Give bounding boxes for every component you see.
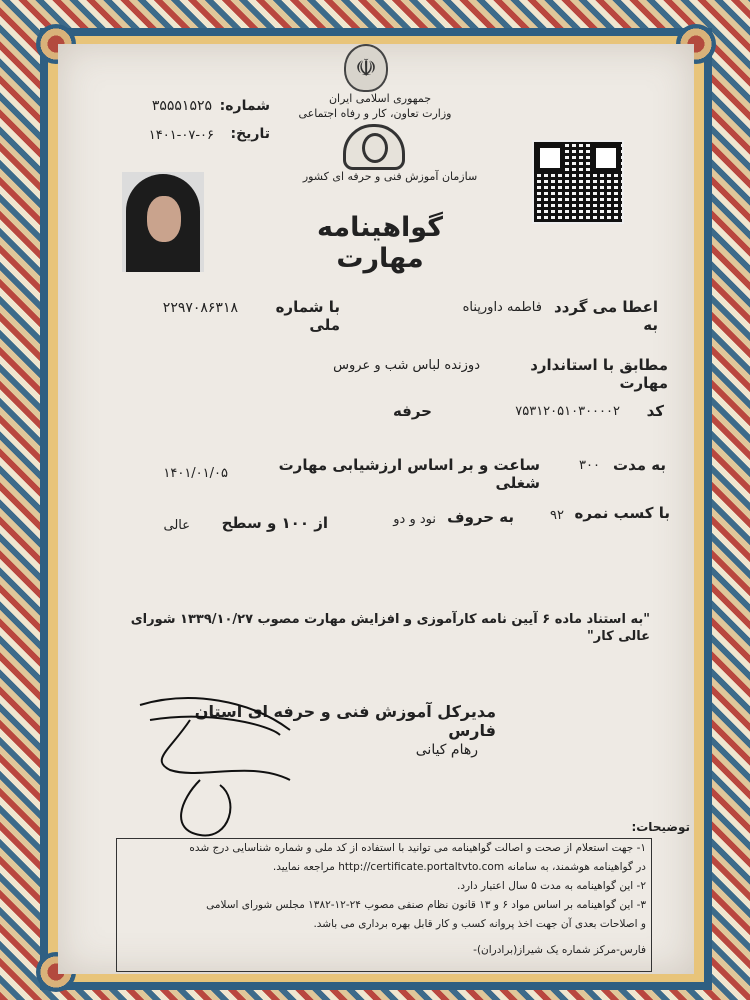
score-label: با کسب نمره	[574, 504, 670, 522]
organization-name: سازمان آموزش فنی و حرفه ای کشور	[302, 170, 478, 183]
iran-emblem-icon: ☫	[344, 44, 388, 92]
holder-name: فاطمه داورپناه	[462, 300, 542, 315]
score-level: عالی	[163, 518, 190, 533]
code-value: ۷۵۳۱۲۰۵۱۰۳۰۰۰۰۲	[515, 404, 620, 419]
note-line-2: در گواهینامه هوشمند، به سامانه http://certificate.portaltvto.com مراجعه نمایید.	[272, 861, 646, 873]
signatory-name: رهام کیانی	[415, 742, 478, 758]
note-line-4: ۳- این گواهینامه بر اساس مواد ۶ و ۱۳ قانون نظام صنفی مصوب ۲۴-۱۲-۱۳۸۲ مجلس شورای اسلامی	[206, 899, 646, 911]
duration-hours: ۳۰۰	[579, 458, 600, 473]
duration-text: ساعت و بر اساس ارزشیابی مهارت شغلی	[278, 456, 540, 492]
country-name: جمهوری اسلامی ایران	[328, 92, 432, 105]
national-id-value: ۲۲۹۷۰۸۶۳۱۸	[162, 300, 238, 316]
assessment-date: ۱۴۰۱/۰۱/۰۵	[163, 466, 228, 481]
legal-note: "به استناد ماده ۶ آیین نامه کارآموزی و افزایش مهارت مصوب ۱۳۳۹/۱۰/۲۷ شورای عالی کار"	[130, 612, 650, 644]
standard-value: دوزنده لباس شب و عروس	[333, 358, 480, 373]
score-value: ۹۲	[550, 508, 564, 523]
standard-label: مطابق با استاندارد مهارت	[530, 356, 668, 392]
granted-label: اعطا می گردد به	[554, 298, 658, 334]
code-label: کد	[646, 402, 664, 420]
note-line-6: فارس-مرکز شماره یک شیراز(برادران)-	[473, 944, 646, 956]
number-label: شماره:	[219, 98, 270, 114]
date-label: تاریخ:	[230, 126, 270, 142]
national-id-label: با شماره ملی	[275, 298, 340, 334]
qr-code-icon[interactable]	[532, 140, 624, 224]
score-outof: از ۱۰۰ و سطح	[221, 514, 328, 532]
note-line-3: ۲- این گواهینامه به مدت ۵ سال اعتبار دارد.	[457, 880, 646, 892]
signatory-title: مدیرکل آموزش فنی و حرفه ای استان فارس	[194, 702, 496, 740]
duration-label: به مدت	[613, 456, 666, 474]
holder-photo	[122, 172, 204, 272]
signature	[130, 690, 300, 840]
date-value: ۱۴۰۱-۰۷-۰۶	[148, 128, 214, 143]
score-words: نود و دو	[393, 512, 436, 527]
notes-heading: توضیحات:	[631, 820, 690, 834]
profession-label: حرفه	[392, 402, 432, 420]
ministry-name: وزارت تعاون، کار و رفاه اجتماعی	[298, 107, 452, 120]
score-words-label: به حروف	[447, 508, 514, 526]
certificate-title: گواهینامه مهارت	[317, 212, 443, 274]
note-line-5: و اصلاحات بعدی آن جهت اخذ پروانه کسب و کار قابل بهره برداری می باشد.	[313, 918, 646, 930]
note-line-1: ۱- جهت استعلام از صحت و اصالت گواهینامه می توانید با استفاده از کد ملی و شماره شناسایی درج شده	[189, 842, 646, 854]
number-value: ۳۵۵۵۱۵۲۵	[151, 98, 212, 114]
